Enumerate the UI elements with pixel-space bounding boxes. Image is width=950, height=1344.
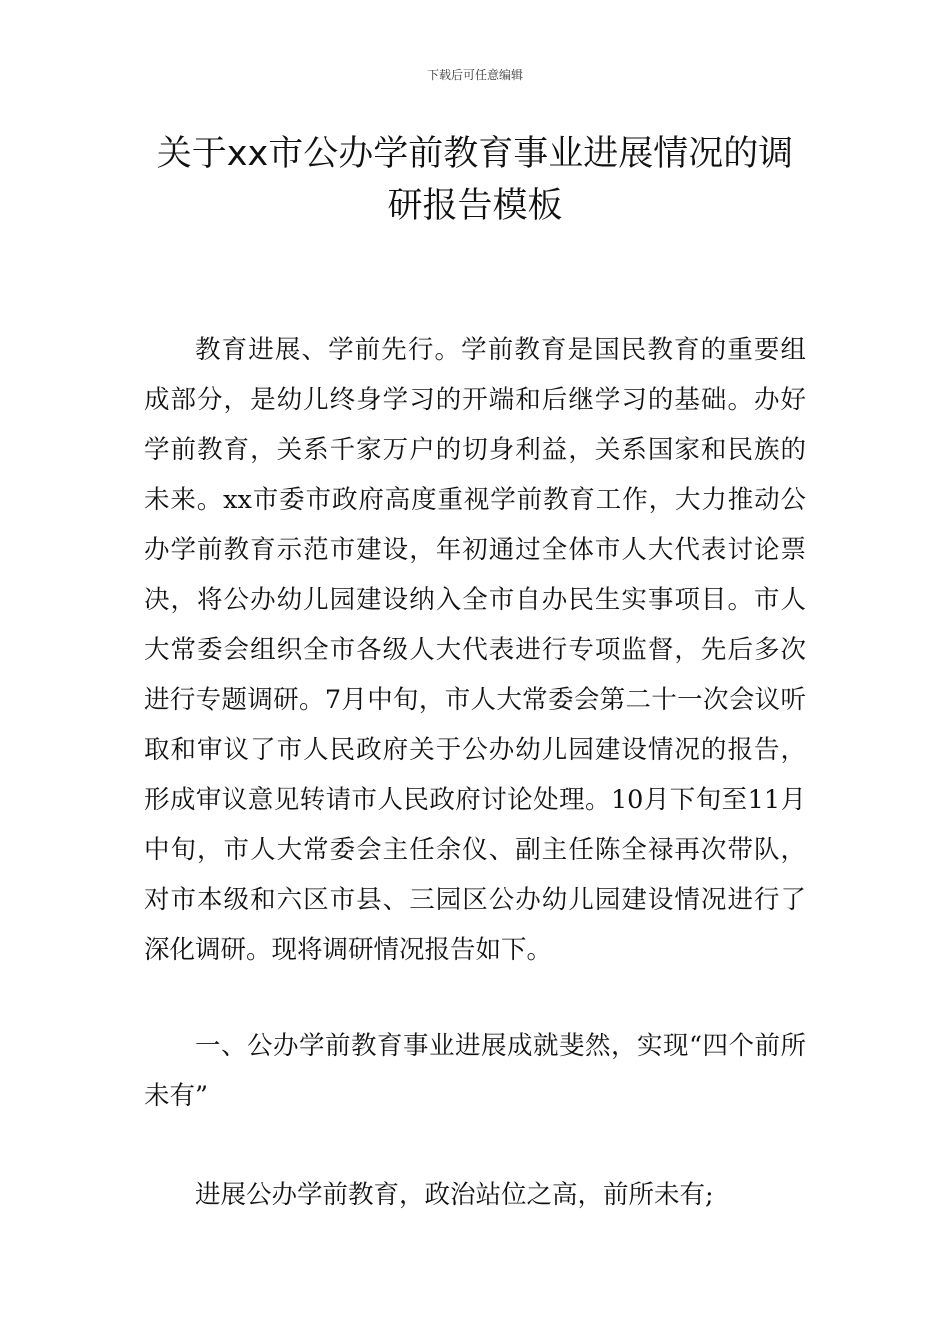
section-heading-1: 一、公办学前教育事业进展成就斐然，实现“四个前所未有” xyxy=(144,1031,806,1111)
section-paragraph-1: 进展公办学前教育，政治站位之高，前所未有; xyxy=(195,1180,714,1210)
intro-paragraph: 教育进展、学前先行。学前教育是国民教育的重要组成部分，是幼儿终身学习的开端和后继学习的基础。办好学前教育，关系千家万户的切身利益，关系国家和民族的未来。xx市委市政府高度重视学前教育工作，大力推动公办学前教育示范市建设，年初通过全体市人大代表讨论票决，将公办幼儿园建设纳入全市自办民生实事项目。市人大常委会组织全市各级人大代表进行专项监督，先后多次进行专题调研。7月中旬，市人大常委会第二十一次会议听取和审议了市人民政府关于公办幼儿园建设情况的报告，形成审议意见转请市人民政府讨论处理。10月下旬至11月中旬，市人大常委会主任余仪、副主任陈全禄再次带队，对市本级和六区市县、三园区公办幼儿园建设情况进行了深化调研。现将调研情况报告如下。 xyxy=(144,335,806,965)
document-title: 关于xx市公办学前教育事业进展情况的调研报告模板 xyxy=(156,134,794,226)
download-note: 下载后可任意编辑 xyxy=(426,68,523,82)
